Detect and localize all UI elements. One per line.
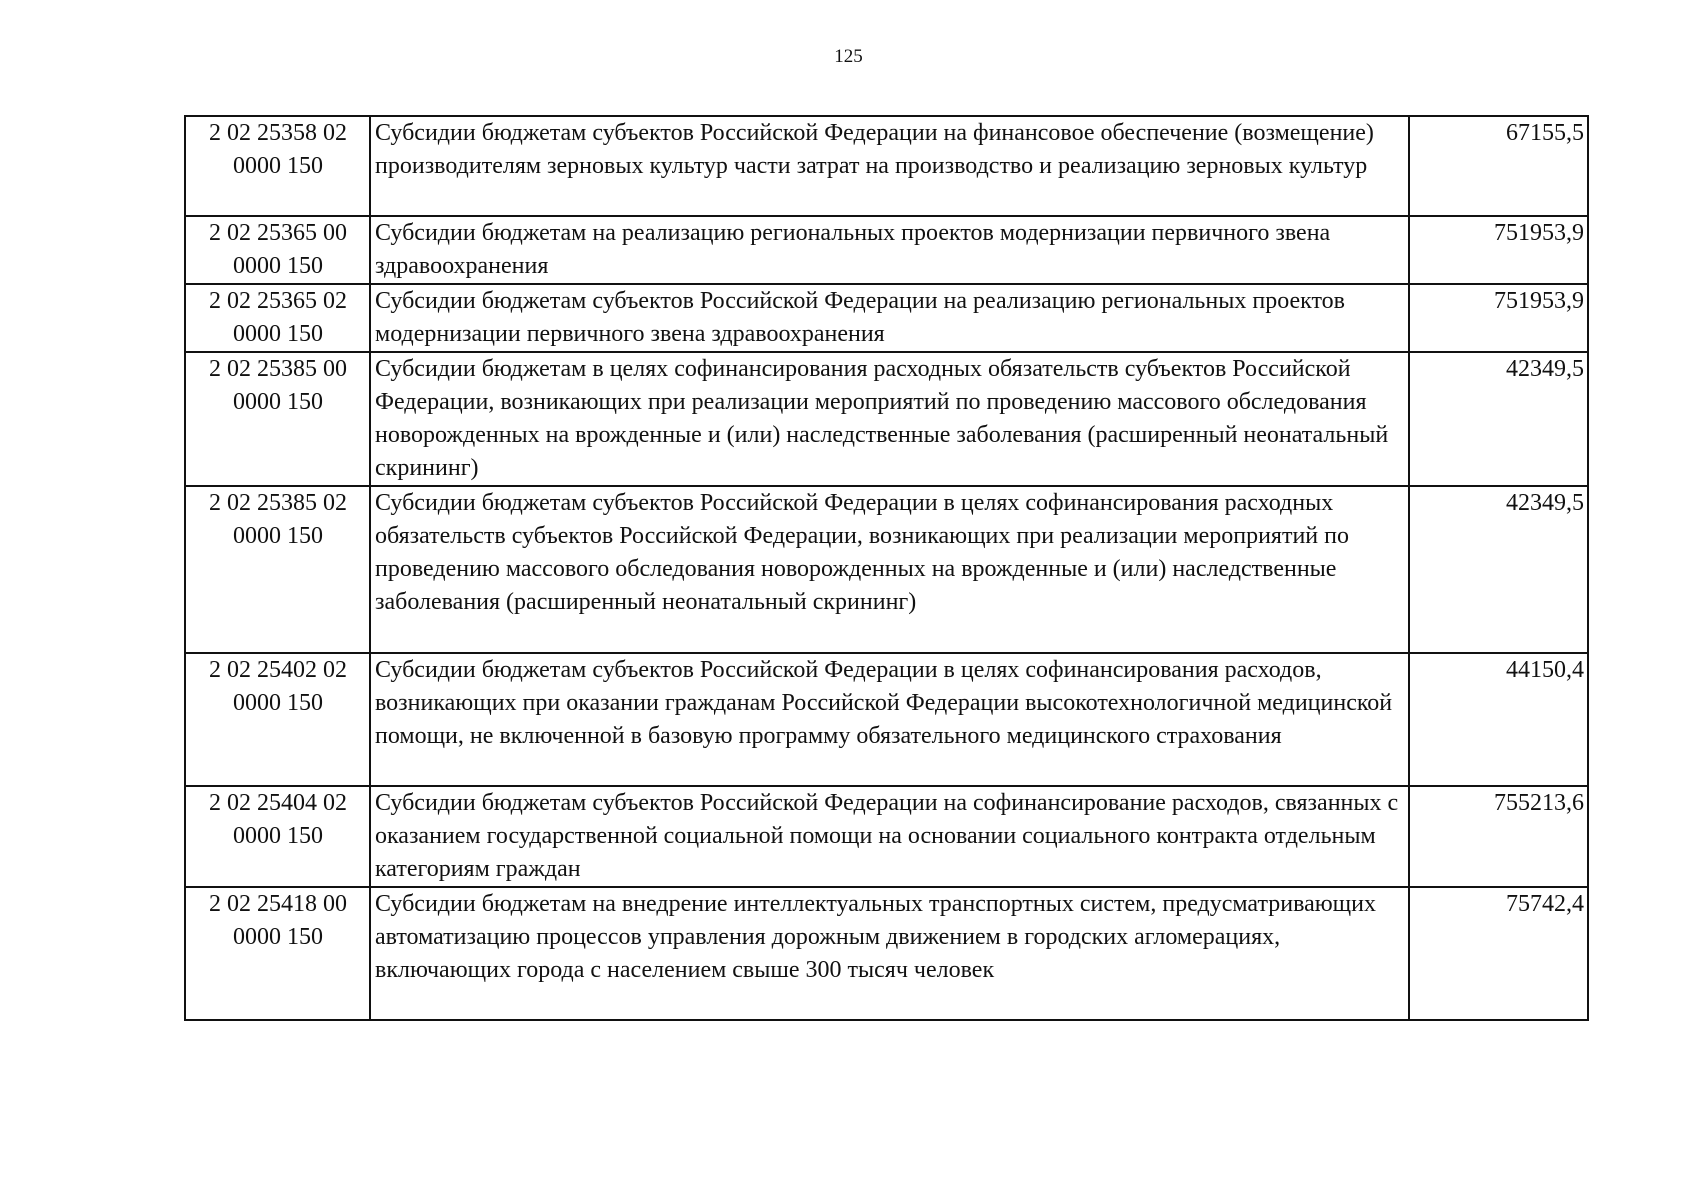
revenue-name-cell: Субсидии бюджетам субъектов Российской Федерации на софинансирование расходов, связанных с оказанием государственной социальной помощи на основании социального контракта отдельным категориям граждан	[370, 786, 1409, 887]
budget-code-suffix: 0000 150	[233, 690, 323, 716]
budget-code-suffix: 0000 150	[233, 153, 323, 179]
revenue-name-cell: Субсидии бюджетам субъектов Российской Федерации в целях софинансирования расходных обязательств субъектов Российской Федерации, возникающих при реализации мероприятий по проведению массового обследования новорожденных на врожденные и (или) наследственные заболевания (расширенный неонатальный скрининг)	[370, 486, 1409, 653]
table-row	[185, 284, 1588, 352]
budget-code: 2 02 25385 00	[209, 356, 347, 382]
table-row	[185, 216, 1588, 284]
revenue-name-cell: Субсидии бюджетам в целях софинансирования расходных обязательств субъектов Российской Федерации, возникающих при реализации мероприятий по проведению массового обследования новорожденных на врожденные и (или) наследственные заболевания (расширенный неонатальный скрининг)	[370, 352, 1409, 486]
amount-cell: 67155,5	[1409, 116, 1588, 216]
table-row	[185, 653, 1588, 786]
amount-cell: 75742,4	[1409, 887, 1588, 1020]
page-number: 125	[834, 46, 863, 67]
table-row	[185, 116, 1588, 216]
budget-code: 2 02 25404 02	[209, 790, 347, 816]
budget-code-cell	[185, 284, 370, 352]
revenue-name-cell: Субсидии бюджетам на реализацию региональных проектов модернизации первичного звена здравоохранения	[370, 216, 1409, 284]
revenue-name-cell: Субсидии бюджетам субъектов Российской Федерации в целях софинансирования расходов, возникающих при оказании гражданам Российской Федерации высокотехнологичной медицинской помощи, не включенной в базовую программу обязательного медицинского страхования	[370, 653, 1409, 786]
amount-cell: 42349,5	[1409, 352, 1588, 486]
budget-code-cell	[185, 486, 370, 653]
budget-code-cell	[185, 786, 370, 887]
table-row	[185, 352, 1588, 486]
budget-code-cell	[185, 352, 370, 486]
revenue-name-cell: Субсидии бюджетам субъектов Российской Федерации на реализацию региональных проектов модернизации первичного звена здравоохранения	[370, 284, 1409, 352]
revenue-name-cell: Субсидии бюджетам на внедрение интеллектуальных транспортных систем, предусматривающих автоматизацию процессов управления дорожным движением в городских агломерациях, включающих города с населением свыше 300 тысяч человек	[370, 887, 1409, 1020]
budget-code: 2 02 25365 02	[209, 288, 347, 314]
amount-cell: 42349,5	[1409, 486, 1588, 653]
revenue-name-cell: Субсидии бюджетам субъектов Российской Федерации на финансовое обеспечение (возмещение) производителям зерновых культур части затрат на производство и реализацию зерновых культур	[370, 116, 1409, 216]
budget-code-suffix: 0000 150	[233, 924, 323, 950]
amount-cell: 44150,4	[1409, 653, 1588, 786]
table-row	[185, 786, 1588, 887]
budget-code-cell	[185, 216, 370, 284]
table-row	[185, 887, 1588, 1020]
budget-code: 2 02 25418 00	[209, 891, 347, 917]
budget-revenue-table	[184, 115, 1589, 1021]
budget-code: 2 02 25385 02	[209, 490, 347, 516]
budget-code: 2 02 25358 02	[209, 120, 347, 146]
budget-code: 2 02 25402 02	[209, 657, 347, 683]
budget-code-cell	[185, 653, 370, 786]
budget-code-cell	[185, 116, 370, 216]
amount-cell: 751953,9	[1409, 284, 1588, 352]
amount-cell: 751953,9	[1409, 216, 1588, 284]
table-row	[185, 486, 1588, 653]
budget-code-suffix: 0000 150	[233, 389, 323, 415]
amount-cell: 755213,6	[1409, 786, 1588, 887]
budget-code-suffix: 0000 150	[233, 321, 323, 347]
budget-code-suffix: 0000 150	[233, 253, 323, 279]
budget-code-cell	[185, 887, 370, 1020]
budget-code-suffix: 0000 150	[233, 823, 323, 849]
budget-code-suffix: 0000 150	[233, 523, 323, 549]
budget-code: 2 02 25365 00	[209, 220, 347, 246]
